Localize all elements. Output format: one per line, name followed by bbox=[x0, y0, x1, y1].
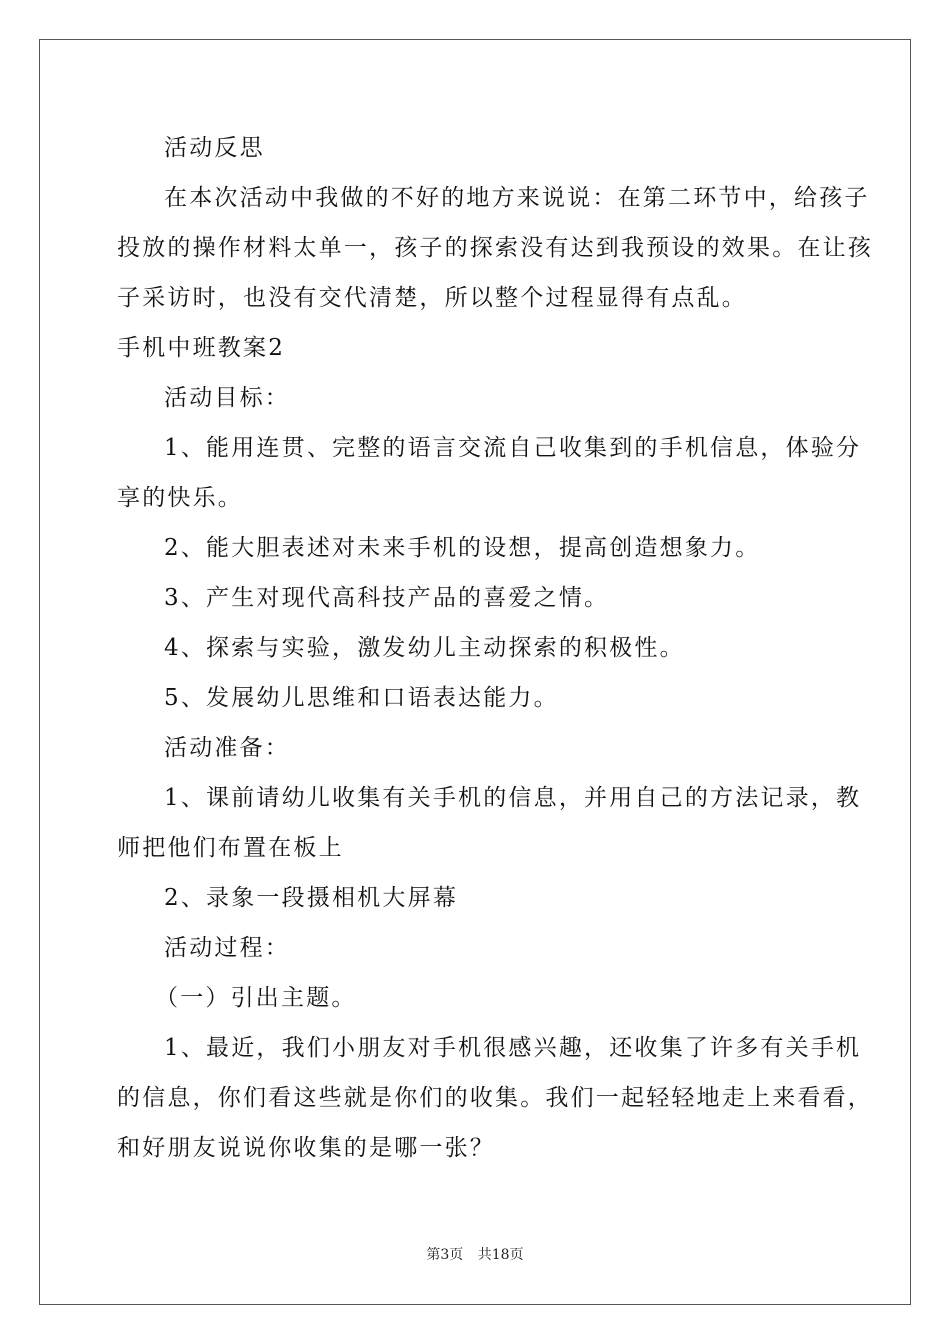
section-title: 手机中班教案2 bbox=[117, 335, 286, 361]
paragraph-line: 和好朋友说说你收集的是哪一张？ bbox=[117, 1135, 495, 1161]
paragraph-line: 享的快乐。 bbox=[117, 485, 243, 511]
heading-activity-goals: 活动目标： bbox=[164, 385, 290, 411]
heading-activity-preparation: 活动准备： bbox=[164, 735, 290, 761]
paragraph-line: 1、课前请幼儿收集有关手机的信息，并用自己的方法记录，教 bbox=[164, 785, 862, 811]
paragraph-line: 3、产生对现代高科技产品的喜爱之情。 bbox=[164, 585, 610, 611]
paragraph-line: 在本次活动中我做的不好的地方来说说：在第二环节中，给孩子 bbox=[164, 185, 870, 211]
heading-activity-process: 活动过程： bbox=[164, 935, 290, 961]
page-number: 第3页 bbox=[426, 1247, 464, 1263]
paragraph-line: 2、能大胆表述对未来手机的设想，提高创造想象力。 bbox=[164, 535, 761, 561]
paragraph-line: 投放的操作材料太单一，孩子的探索没有达到我预设的效果。在让孩 bbox=[117, 235, 873, 261]
paragraph-line: 1、能用连贯、完整的语言交流自己收集到的手机信息，体验分 bbox=[164, 435, 862, 461]
paragraph-line: 5、发展幼儿思维和口语表达能力。 bbox=[164, 685, 559, 711]
heading-activity-reflection: 活动反思 bbox=[164, 135, 265, 161]
page-footer bbox=[0, 1244, 950, 1264]
paragraph-line: 师把他们布置在板上 bbox=[117, 835, 344, 861]
total-pages: 共18页 bbox=[477, 1247, 524, 1263]
paragraph-line: 的信息，你们看这些就是你们的收集。我们一起轻轻地走上来看看， bbox=[117, 1085, 873, 1111]
paragraph-line: 4、探索与实验，激发幼儿主动探索的积极性。 bbox=[164, 635, 685, 661]
paragraph-line: 2、录象一段摄相机大屏幕 bbox=[164, 885, 459, 911]
paragraph-line: 子采访时，也没有交代清楚，所以整个过程显得有点乱。 bbox=[117, 285, 747, 311]
paragraph-line: 1、最近，我们小朋友对手机很感兴趣，还收集了许多有关手机 bbox=[164, 1035, 862, 1061]
subheading-intro-theme: （一）引出主题。 bbox=[155, 985, 357, 1011]
